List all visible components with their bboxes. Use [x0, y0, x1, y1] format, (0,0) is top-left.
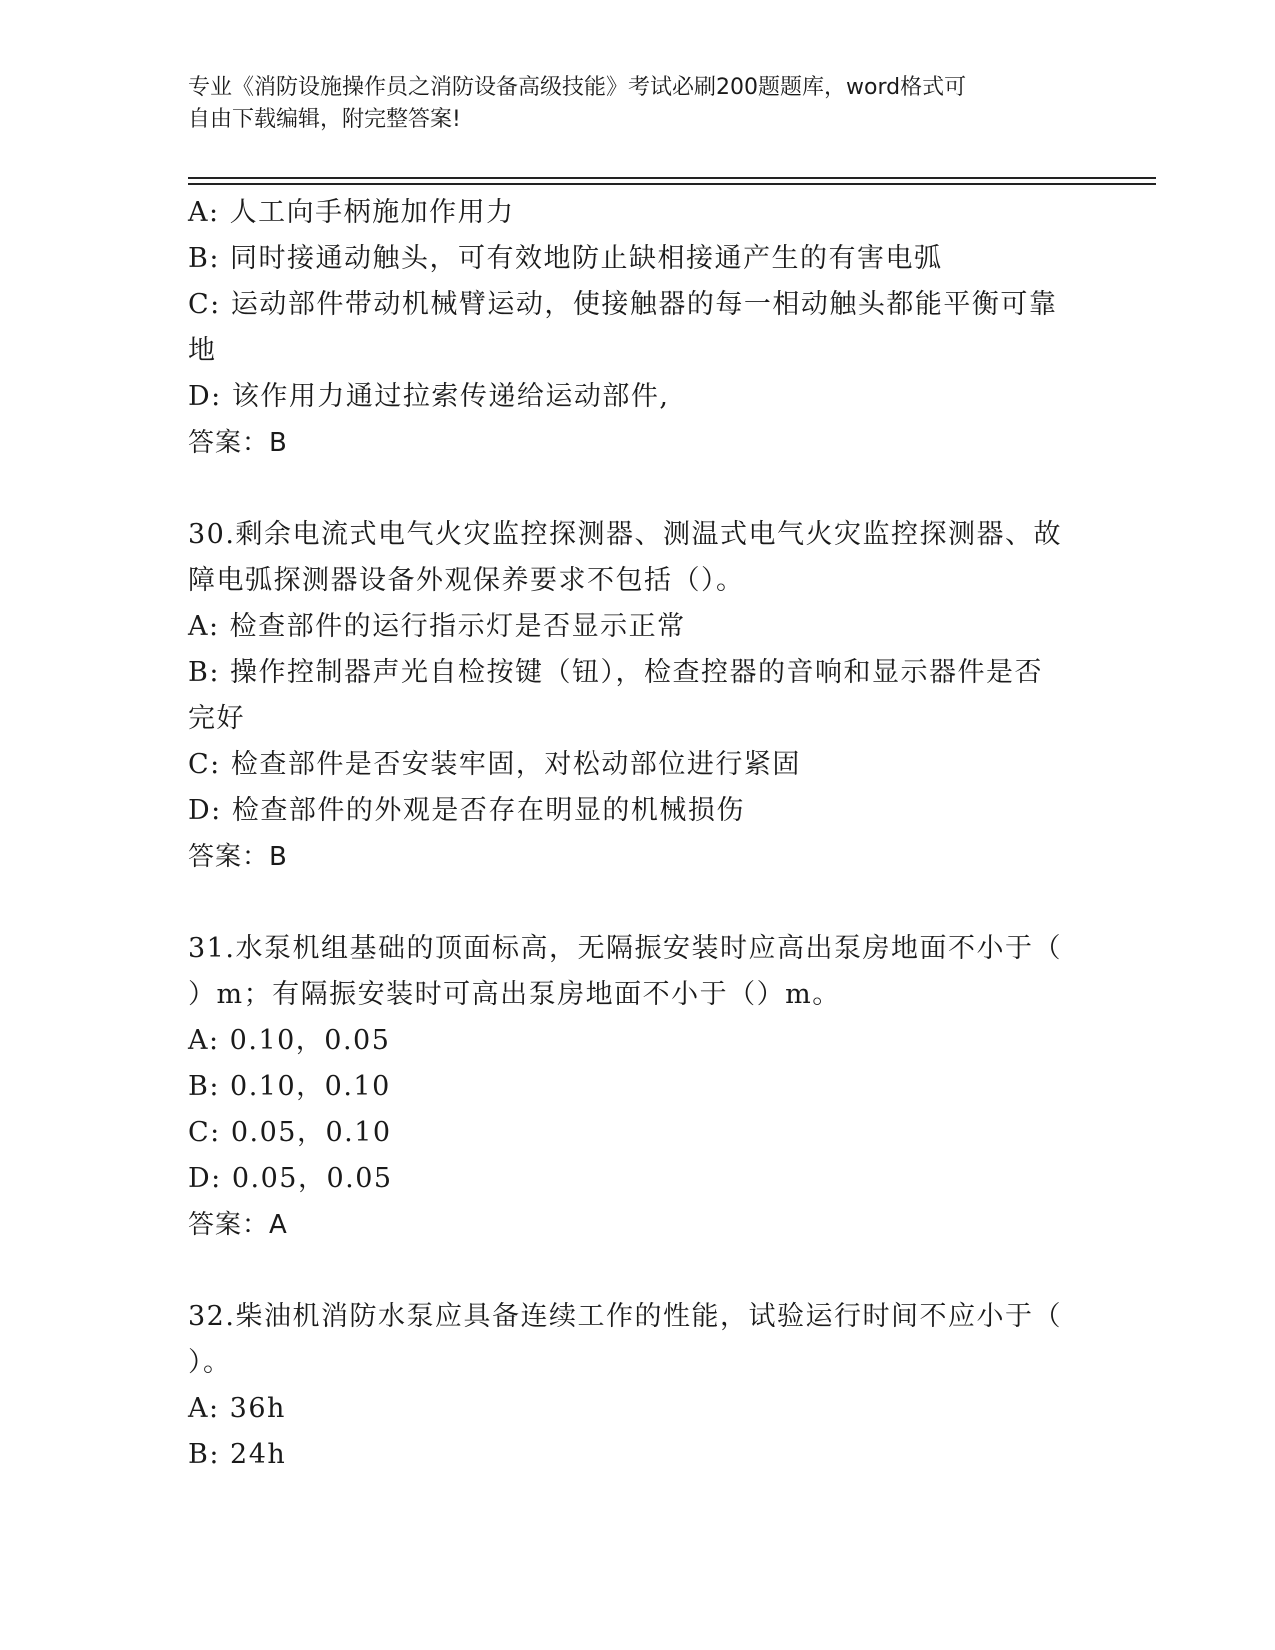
- option-line: A: 人工向手柄施加作用力: [188, 197, 515, 228]
- question-stem: 32.柴油机消防水泵应具备连续工作的性能，试验运行时间不应小于（: [188, 1301, 1062, 1332]
- question-30: [188, 512, 1078, 880]
- option-line: A: 36h: [188, 1393, 286, 1424]
- question-32: [188, 1294, 1078, 1478]
- header-rule-bottom: [188, 183, 1156, 185]
- question-stem: 30.剩余电流式电气火灾监控探测器、测温式电气火灾监控探测器、故: [188, 519, 1062, 550]
- answer-line: 答案：B: [188, 842, 288, 872]
- option-line: 地: [188, 335, 217, 366]
- option-line: B: 24h: [188, 1439, 287, 1470]
- prev-question: [188, 190, 1078, 466]
- question-stem: 31.水泵机组基础的顶面标高，无隔振安装时应高出泵房地面不小于（: [188, 933, 1062, 964]
- question-stem: ）。: [188, 1347, 232, 1378]
- header-rule-top: [188, 177, 1156, 179]
- option-line: D: 检查部件的外观是否存在明显的机械损伤: [188, 795, 745, 826]
- option-line: A: 检查部件的运行指示灯是否显示正常: [188, 611, 686, 642]
- option-line: 完好: [188, 703, 245, 734]
- question-content: [188, 190, 1078, 1478]
- option-line: A: 0.10，0.05: [188, 1025, 391, 1056]
- question-stem: 障电弧探测器设备外观保养要求不包括（）。: [188, 565, 745, 596]
- question-31: [188, 926, 1078, 1248]
- option-line: B: 同时接通动触头，可有效地防止缺相接通产生的有害电弧: [188, 243, 943, 274]
- document-header: 专业《消防设施操作员之消防设备高级技能》考试必刷200题题库，word格式可 自由下载编辑，附完整答案!: [188, 75, 967, 132]
- option-line: B: 0.10，0.10: [188, 1071, 391, 1102]
- option-line: D: 该作用力通过拉索传递给运动部件,: [188, 381, 670, 412]
- option-line: B: 操作控制器声光自检按键（钮），检查控器的音响和显示器件是否: [188, 657, 1044, 688]
- answer-line: 答案：A: [188, 1210, 288, 1240]
- option-line: C: 0.05，0.10: [188, 1117, 392, 1148]
- option-line: D: 0.05，0.05: [188, 1163, 393, 1194]
- question-stem: ）m；有隔振安装时可高出泵房地面不小于（）m。: [188, 979, 841, 1010]
- option-line: C: 检查部件是否安装牢固，对松动部位进行紧固: [188, 749, 801, 780]
- answer-line: 答案：B: [188, 428, 288, 458]
- option-line: C: 运动部件带动机械臂运动，使接触器的每一相动触头都能平衡可靠: [188, 289, 1058, 320]
